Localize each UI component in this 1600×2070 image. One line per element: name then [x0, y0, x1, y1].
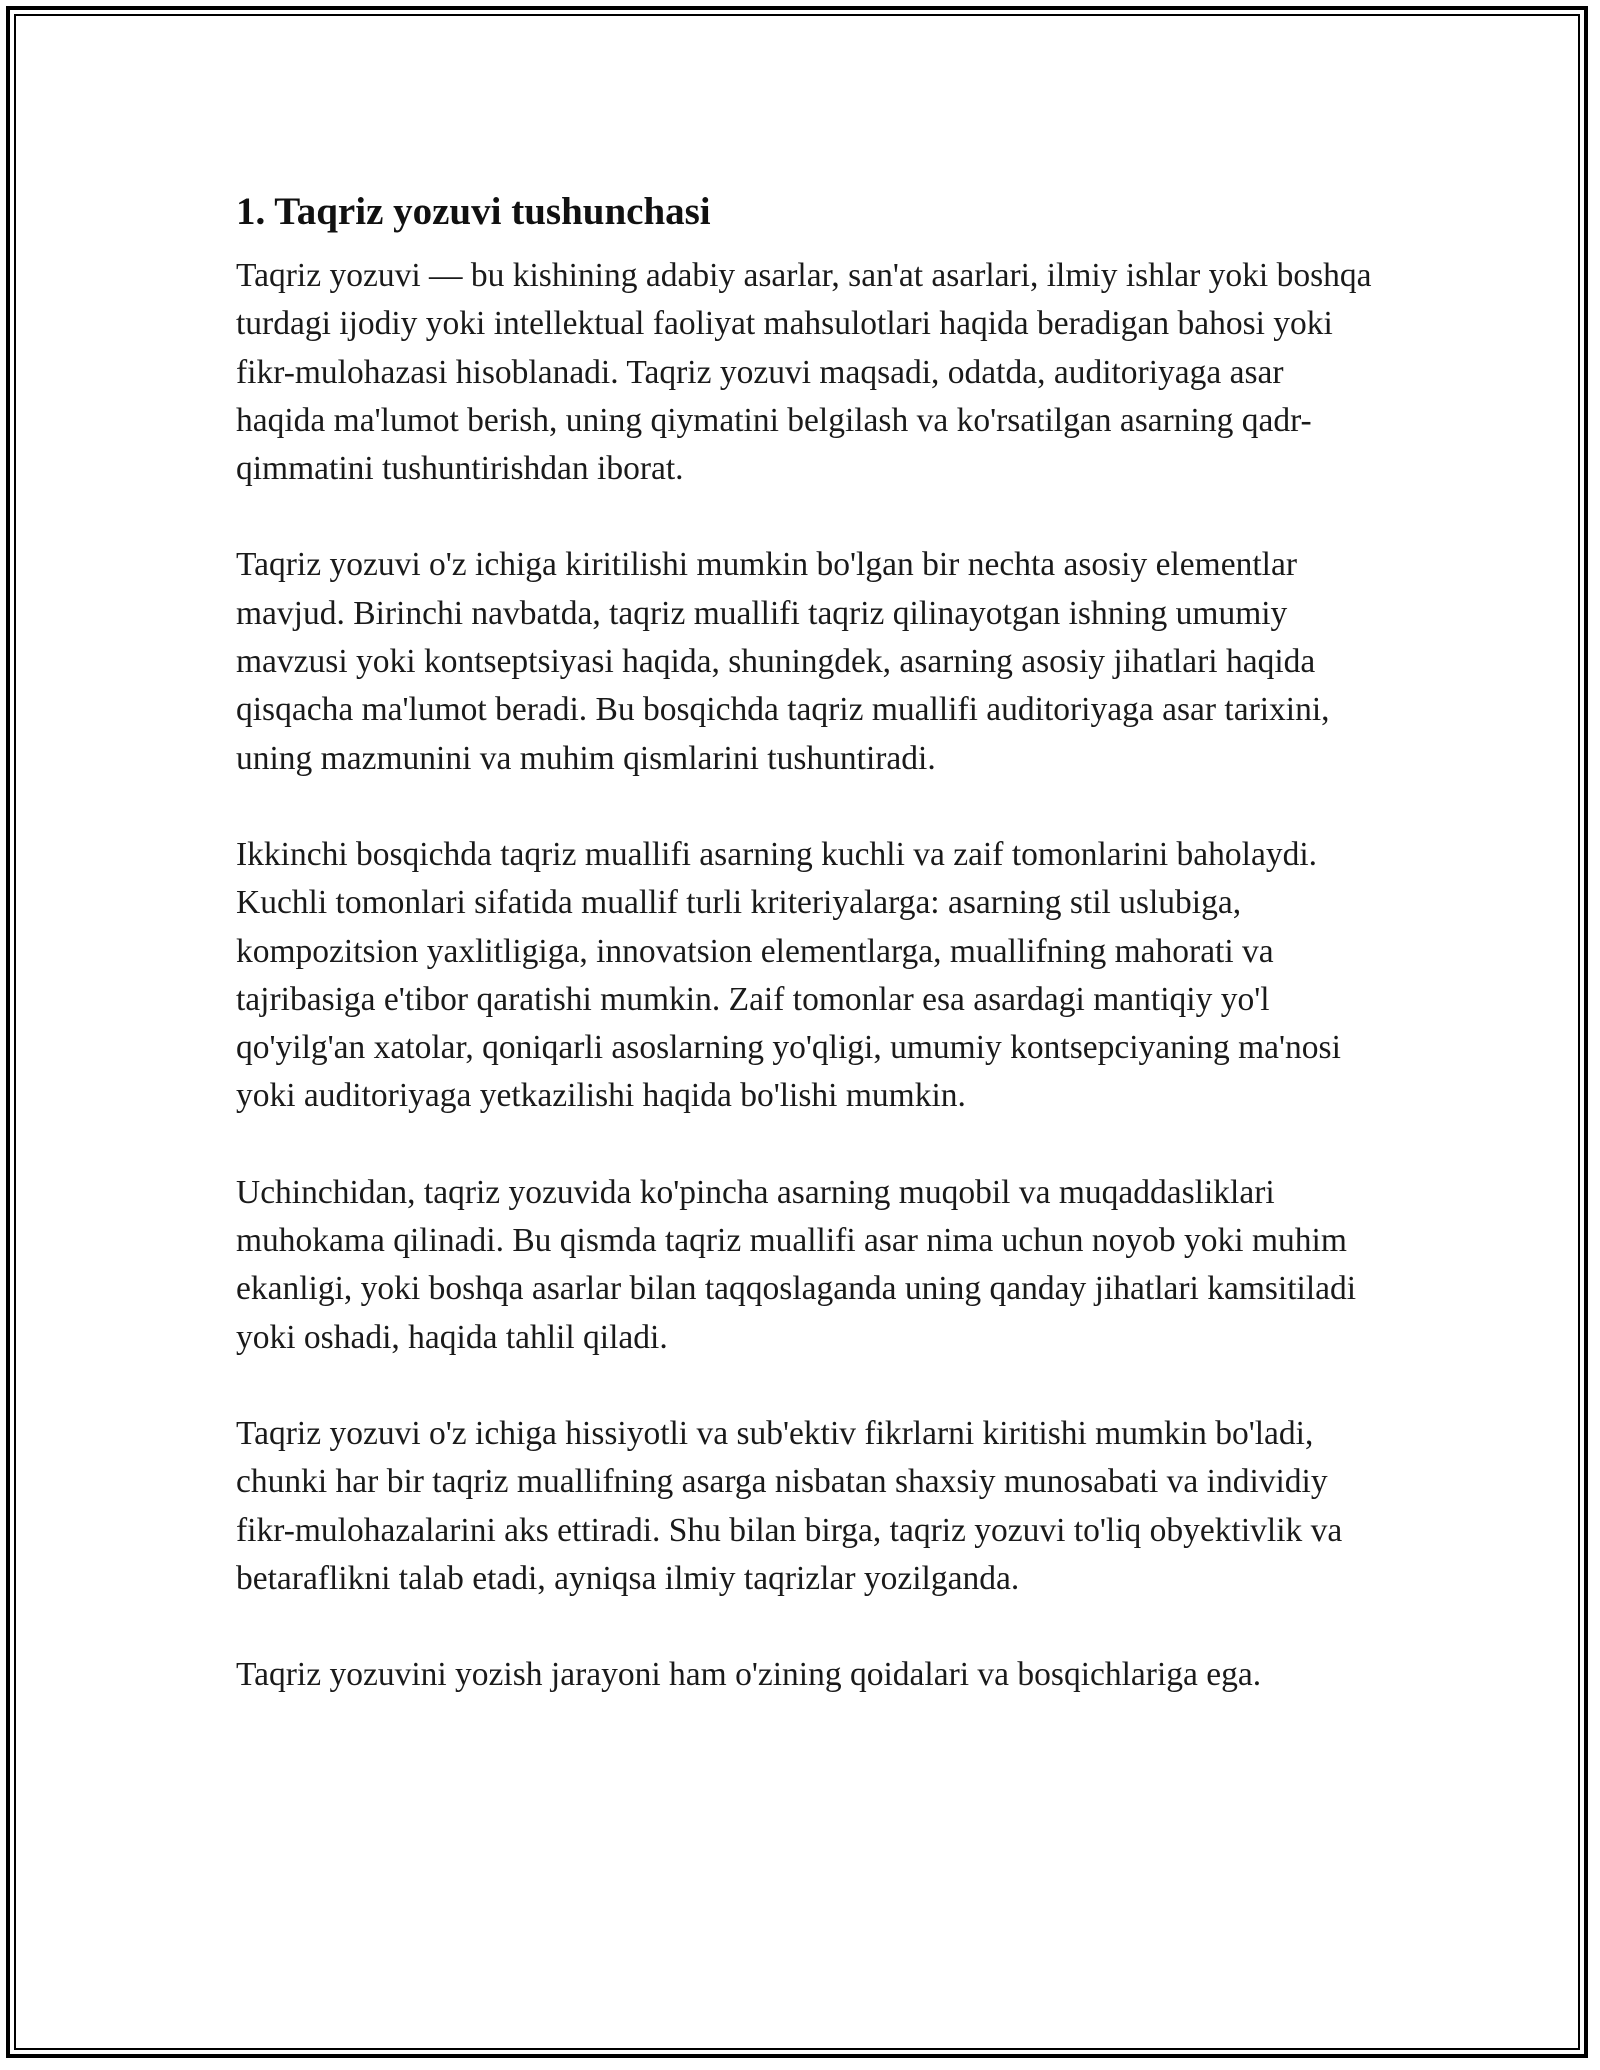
- section-heading: 1. Taqriz yozuvi tushunchasi: [236, 190, 711, 233]
- paragraph-5: Taqriz yozuvi o'z ichiga hissiyotli va sub'ektiv fikrlarni kiritishi mumkin bo'ladi, chunki har bir taqriz muallifning asarga nisbatan shaxsiy munosabati va individiy fikr-mulohazalarini aks ettiradi. Shu bilan birga, taqriz yozuvi to'liq obyektivlik va betaraflikni talab etadi, ayniqsa ilmiy taqrizlar yozilganda.: [236, 1414, 1343, 1597]
- paragraph-2: Taqriz yozuvi o'z ichiga kiritilishi mumkin bo'lgan bir nechta asosiy elementlar mavjud. Birinchi navbatda, taqriz muallifi taqriz qilinayotgan ishning umumiy mavzusi yoki kontseptsiyasi haqida, shuningdek, asarning asosiy jihatlari haqida qisqacha ma'lumot beradi. Bu bosqichda taqriz muallifi auditoriyaga asar tarixini, uning mazmunini va muhim qismlarini tushuntiradi.: [236, 546, 1330, 777]
- paragraph-3: Ikkinchi bosqichda taqriz muallifi asarning kuchli va zaif tomonlarini baholaydi. Kuchli tomonlari sifatida muallif turli kriteriyalarga: asarning stil uslubiga, kompozitsion yaxlitligiga, innovatsion elementlarga, muallifning mahorati va tajribasiga e'tibor qaratishi mumkin. Zaif tomonlar esa asardagi mantiqiy yo'l qo'yilg'an xatolar, qoniqarli asoslarning yo'qligi, umumiy kontsepciyaning ma'nosi yoki auditoriyaga yetkazilishi haqida bo'lishi mumkin.: [236, 835, 1341, 1115]
- paragraph-4: Uchinchidan, taqriz yozuvida ko'pincha asarning muqobil va muqaddasliklari muhokama qilinadi. Bu qismda taqriz muallifi asar nima uchun noyob yoki muhim ekanligi, yoki boshqa asarlar bilan taqqoslaganda uning qanday jihatlari kamsitiladi yoki oshadi, haqida tahlil qiladi.: [236, 1173, 1357, 1356]
- document-body: [236, 186, 1376, 1699]
- paragraph-1: Taqriz yozuvi — bu kishining adabiy asarlar, san'at asarlari, ilmiy ishlar yoki boshqa turdagi ijodiy yoki intellektual faoliyat mahsulotlari haqida beradigan bahosi yoki fikr-mulohazasi hisoblanadi. Taqriz yozuvi maqsadi, odatda, auditoriyaga asar haqida ma'lumot berish, uning qiymatini belgilash va ko'rsatilgan asarning qadr-qimmatini tushuntirishdan iborat.: [236, 257, 1372, 488]
- paragraph-6: Taqriz yozuvini yozish jarayoni ham o'zining qoidalari va bosqichlariga ega.: [236, 1656, 1262, 1694]
